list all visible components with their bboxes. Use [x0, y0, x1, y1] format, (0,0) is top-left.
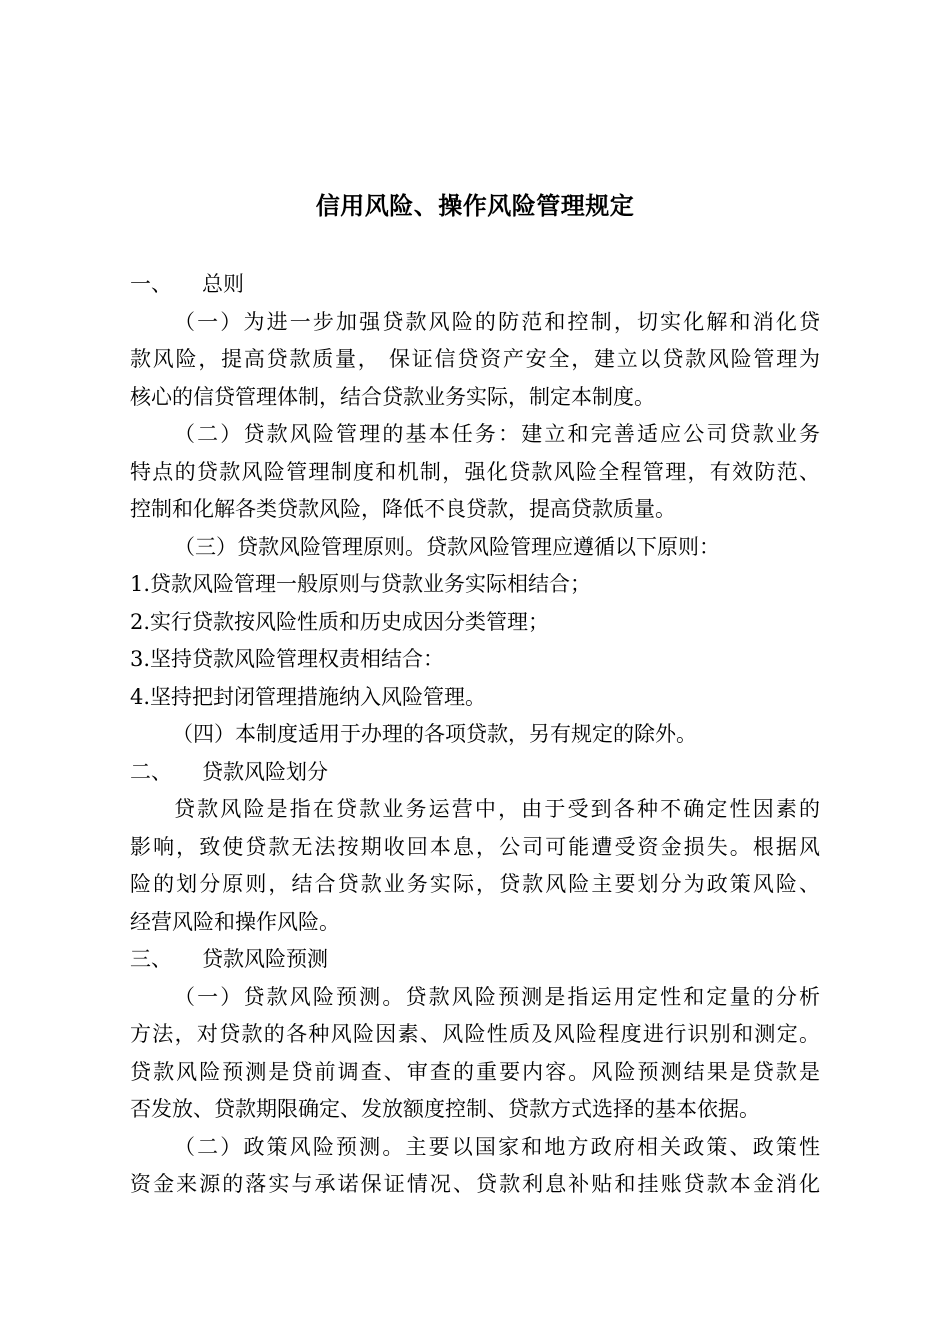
paragraph-line: 经营风险和操作风险。 [130, 909, 340, 934]
paragraph-line: 资金来源的落实与承诺保证情况、贷款利息补贴和挂账贷款本金消化 [130, 1172, 820, 1196]
paragraph-line: 款风险，提高贷款质量， 保证信贷资产安全，建立以贷款风险管理为 [130, 347, 820, 371]
section-title: 贷款风险划分 [202, 759, 328, 784]
paragraph-line: （一）为进一步加强贷款风险的防范和控制，切实化解和消化贷 [174, 309, 820, 334]
paragraph-line: 4.坚持把封闭管理措施纳入风险管理。 [130, 684, 487, 709]
paragraph-line: 控制和化解各类贷款风险，降低不良贷款，提高贷款质量。 [130, 497, 676, 521]
paragraph-line: （三）贷款风险管理原则。贷款风险管理应遵循以下原则： [174, 534, 720, 559]
paragraph-line: 核心的信贷管理体制，结合贷款业务实际，制定本制度。 [130, 384, 655, 409]
paragraph-line: 方法，对贷款的各种风险因素、风险性质及风险程度进行识别和测定。 [130, 1022, 820, 1046]
section-heading [130, 266, 820, 304]
paragraph-line: 贷款风险预测是贷前调查、审查的重要内容。风险预测结果是贷款是 [130, 1059, 820, 1084]
paragraph-line: 贷款风险是指在贷款业务运营中，由于受到各种不确定性因素的 [174, 797, 820, 821]
section-number: 三、 [130, 947, 172, 971]
paragraph-line: （四）本制度适用于办理的各项贷款，另有规定的除外。 [172, 722, 697, 746]
document-body [130, 266, 820, 1204]
paragraph-line: 险的划分原则，结合贷款业务实际，贷款风险主要划分为政策风险、 [130, 872, 820, 896]
paragraph-line: （二）政策风险预测。主要以国家和地方政府相关政策、政策性 [174, 1134, 820, 1159]
paragraph-line: 2.实行贷款按风险性质和历史成因分类管理； [130, 609, 550, 634]
section-title: 贷款风险预测 [202, 947, 328, 971]
paragraph-line: 特点的贷款风险管理制度和机制，强化贷款风险全程管理，有效防范、 [130, 459, 820, 484]
section-heading [130, 941, 820, 979]
section-number: 二、 [130, 759, 172, 784]
section-title: 总则 [202, 272, 244, 296]
paragraph-line: 影响，致使贷款无法按期收回本息，公司可能遭受资金损失。根据风 [130, 834, 820, 859]
section-number: 一、 [130, 272, 172, 296]
section-heading [130, 754, 820, 792]
paragraph-line: （一）贷款风险预测。贷款风险预测是指运用定性和定量的分析 [174, 984, 820, 1009]
paragraph-line: 1.贷款风险管理一般原则与贷款业务实际相结合； [130, 572, 592, 596]
paragraph-line: 否发放、贷款期限确定、发放额度控制、贷款方式选择的基本依据。 [130, 1097, 760, 1121]
document-title: 信用风险、操作风险管理规定 [315, 191, 635, 220]
paragraph-line: （二）贷款风险管理的基本任务：建立和完善适应公司贷款业务 [174, 422, 820, 446]
paragraph-line: 3.坚持贷款风险管理权责相结合： [130, 647, 445, 671]
